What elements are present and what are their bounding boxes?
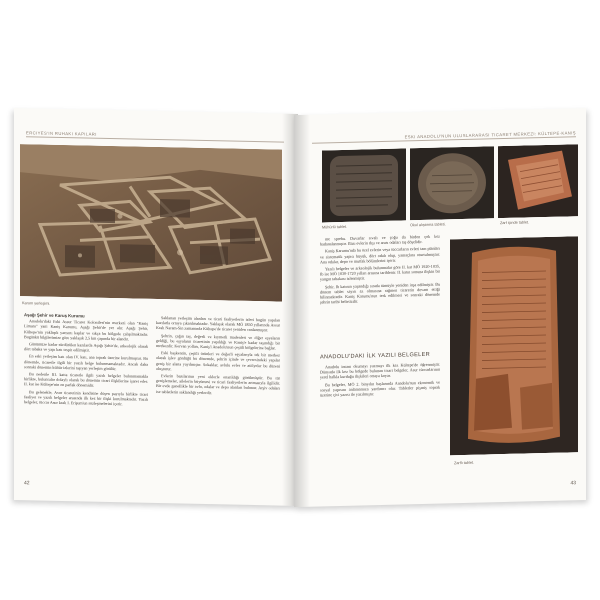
left-col1-paragraph: Anadolu'daki Eski Assur Ticaret Kolonileri'nin merkezi olan "Kaniş Limanı" yani Kaniş Karumu, Aşağı Şehir'de yer alır. Aşağı Şehir, Kültepe'nin yaklaşık yarısını kaplar ve sıkça bu bölgede çalışılmaktadır. Bugünkü bilgilerimize göre yaklaşık 2,5 km çapında bir alandır.	[24, 318, 148, 342]
large-tablet-photo	[450, 236, 578, 455]
tablet-photo-1	[322, 148, 406, 222]
left-column-2	[156, 315, 280, 482]
tablet-caption-1: Mühürlü tablet.	[322, 224, 348, 230]
right-col2-paragraph: Bu belgeler, MÖ 2. binyılın başlarında Anadolu'nun ekonomik ve sosyal yapısını anlamamıza yardımcı olur. Tabletler pişmiş toprak üzerine çivi yazısı ile yazılmıştır.	[320, 379, 440, 398]
tablet-photo-2	[410, 146, 494, 220]
right-column-2	[320, 362, 440, 483]
left-col1-paragraph: Günümüze kadar sürdürülen kazılarda Aşağı Şehir'de, arkeolojik olarak dört tabaka ve yapı katı tespit edilmiştir.	[24, 341, 148, 353]
left-col1-paragraph: En eski yerleşim katı olan IV. katı, ana toprak üzerine kurulmuştur. Bu dönemde, ticaretle ilgili bir yazılı belge bulunmamaktadır. Ancak daha sonraki dönemin kültür izlerini taşıyan yerleşim görülür.	[24, 353, 148, 371]
tablet-caption-3: Zarf içinde tablet.	[500, 220, 530, 226]
right-gutter-shadow	[294, 115, 310, 507]
excavation-photo	[20, 144, 282, 301]
large-tablet-caption: Zarflı tablet.	[454, 460, 475, 466]
envelope-tablet-illustration	[498, 144, 578, 218]
right-running-head: ESKI ANADOLU'NUN ULUSLARARASI TICARET MERKEZI: KÜLTEPE-KANIŞ	[404, 130, 576, 140]
left-col1-paragraph: Bu nedenle III. katta ticaretle ilgili yazılı belgeler bulunmamakla birlikte, buluntular dolaylı olarak bu dönemin ticari ilişkilerine işaret eder. II. kat ise Kültepe'nin en parlak dönemidir.	[24, 371, 148, 389]
right-col2-paragraph: Anadolu insanı okumayı yazmayı ilk kez Kültepe'de öğrenmiştir. Dünyada ilk kez bu bölgede bulunan ticari belgeler, Asur tüccarlarının yerel halkla kurduğu ilişkileri ortaya koyar.	[320, 361, 440, 380]
large-tablet-illustration	[450, 236, 578, 455]
right-col1-paragraph: Şehir, Ib katının yaşandığı sırada tümüyle yeniden inşa edilmiştir. Bu dönem tablet sayısı az olmasına rağmen ticaretin devam ettiği bilinmektedir. Kaniş Karumu'nun terk edilmesi ve sonraki dönemde şehrin tarihi belirsizdir.	[320, 281, 440, 305]
left-page	[14, 108, 298, 506]
left-col2-paragraph: Şehrin, çağın taş, değerli ve kıymetli madenleri ve diğer eşyaların geldiği, bu eşyaların ticaretinin yapıldığı ve Kaniş'e kadar taşındığı bir merkezdir. Kervan yolları, Kaniş'i Anadolu'nun çeşitli bölgelerine bağlar.	[156, 332, 280, 351]
left-running-head: ERCIYES'IN RUHAKI KAPILARI	[26, 130, 97, 137]
left-page-number: 42	[24, 480, 30, 487]
left-col2-paragraph: Saklanan yerleşim alanları ve ticari faaliyetlerin izleri bugün yapılan kazılarla ortaya çıkarılmaktadır. Yaklaşık olarak MÖ 1850 yıllarında Assur Kralı Naram-Sin zamanında Kültepe'de ticaret yeniden canlanmıştır.	[156, 315, 280, 333]
excavation-illustration	[20, 144, 282, 301]
left-photo-caption: Karum yerleşimi.	[22, 301, 51, 306]
left-header-rule	[26, 136, 284, 142]
left-col2-paragraph: Eski başkentin, çeşitli ürünleri ve değerli eşyalarıyla tek bir merkez olarak işlev gördüğü bu dönemde, şehrin içinde ve çevresindeki yapılar geniş bir alana yayılmıştır. Sokaklar, avlulu evler ve atölyeler bu düzeni oluşturur.	[156, 350, 280, 372]
right-column-1	[320, 234, 440, 349]
right-col1-paragraph: Yazılı belgeler ve arkeolojik bulunmalar göre II. kat MÖ 1920-1835, Ib ise MÖ 1830-1720 yılları arasına tarihlenir. II. katın sonuna ilişkin bir yangın tabakası izlenmiştir.	[320, 263, 440, 282]
dark-tablet-illustration	[322, 148, 406, 222]
left-section-heading: Aşağı Şehir ve Karuş Kurumu	[24, 312, 85, 319]
right-page	[294, 108, 586, 507]
right-col1-paragraph: me sprebu. Duvarlar sıvalı ve çoğu da birden çok kez badanalanmıştır. Bazı evlerin dışı ve arası odaları taş döşelidir.	[320, 233, 440, 247]
tablet-photo-3	[498, 144, 578, 218]
left-col1-paragraph: Bu gelenekle, Asur ticaretinin kendisine düşen payıyla birlikte ticari faaliyet ve yazılı belgeler arasında ilk kez bir ilişki kurulmaktadır. Yazılı belgeler, tüccar Asur kralı I. Erişum'un sözleşmelerini içerir.	[24, 388, 148, 407]
tablet-caption-2: Okul alıştırma tableti.	[410, 222, 446, 228]
right-col1-paragraph: Kaniş Karumu'nda bu özel evlerin veya tüccarların evleri tam planları ve sistematik yapısı büyük, dört odalı olup, yamaçlara oturtulmuştur. Ana odalar, depo ve mutfak bölümlerini içerir.	[320, 245, 440, 265]
round-tablet-illustration	[410, 146, 494, 220]
left-column-1	[24, 312, 148, 479]
right-page-number: 43	[570, 480, 576, 487]
left-col2-paragraph: Evlerin bazılarının yeni eklerle onarıldığı görülmüştür. Bu tür genişlemeler, ailelerin büyümesi ve ticari faaliyetlerin artmasıyla ilgilidir. Bir evde genellikle bir avlu, odalar ve depo alanları bulunur. Arşiv odaları ise tabletlerin saklandığı yerlerdir.	[156, 373, 280, 395]
right-section-heading: ANADOLU'DAKI İLK YAZILI BELGELER	[320, 351, 430, 361]
